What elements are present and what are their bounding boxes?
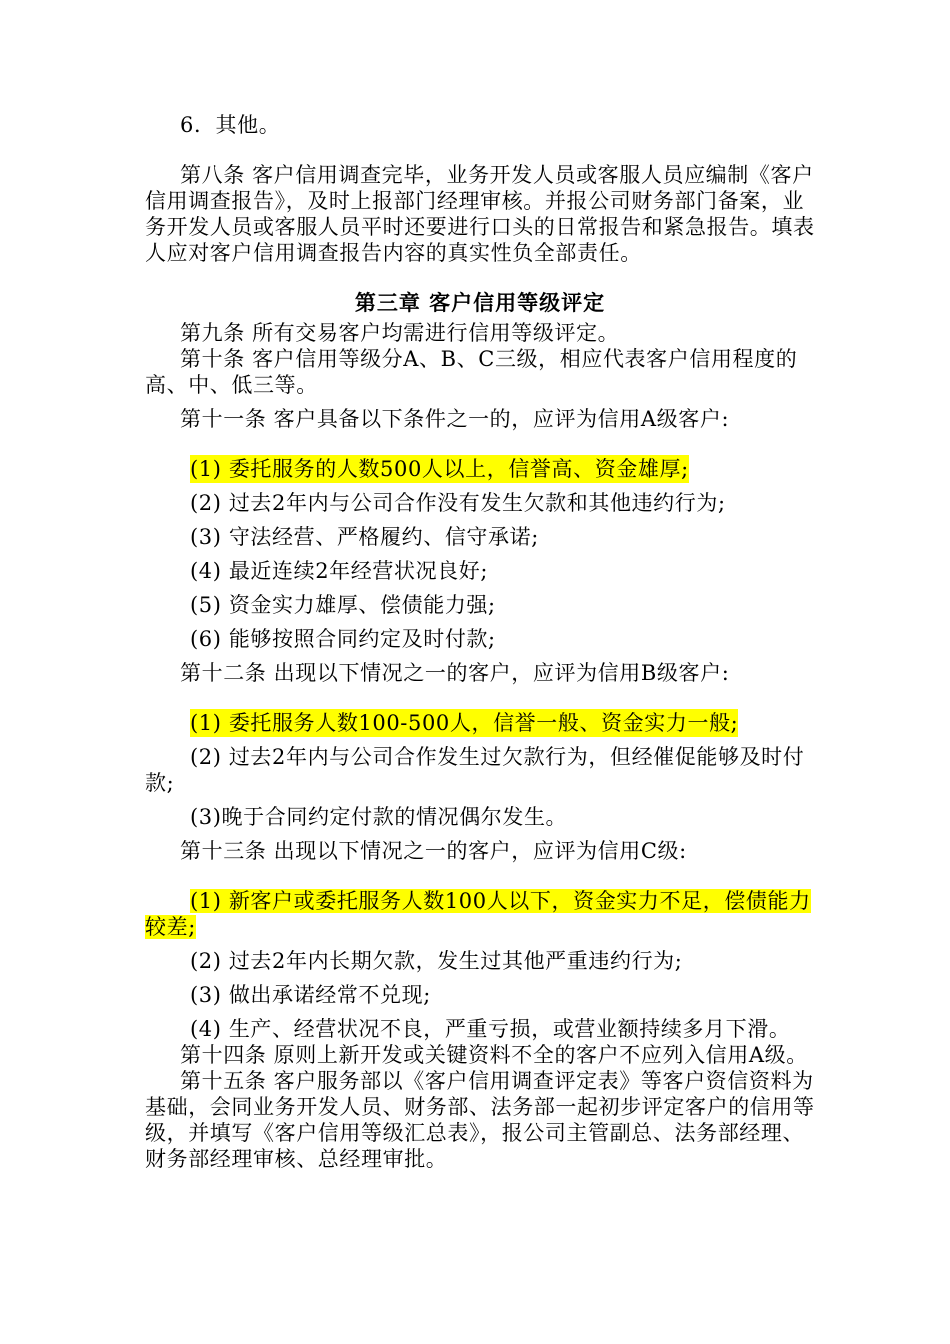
c-item-1 <box>145 888 815 940</box>
highlight-mark: (1) 委托服务人数100-500人，信誉一般、资金实力一般; <box>190 711 739 735</box>
c-item-4: (4) 生产、经营状况不良，严重亏损，或营业额持续多月下滑。 <box>190 1017 791 1041</box>
a-item-6: (6) 能够按照合同约定及时付款; <box>190 627 496 651</box>
article-13: 第十三条 出现以下情况之一的客户，应评为信用C级: <box>180 839 687 863</box>
article-8: 第八条 客户信用调查完毕，业务开发人员或客服人员应编制《客户信用调查报告》，及时上报部门经理审核。并报公司财务部门备案，业务开发人员或客服人员平时还要进行口头的日常报告和紧急报告。填表人应对客户信用调查报告内容的真实性负全部责任。 <box>145 163 815 265</box>
b-item-2: (2) 过去2年内与公司合作发生过欠款行为，但经催促能够及时付款; <box>145 745 805 795</box>
a-item-4: (4) 最近连续2年经营状况良好; <box>190 559 489 583</box>
document-page <box>145 112 815 1172</box>
article-14: 第十四条 原则上新开发或关键资料不全的客户不应列入信用A级。 <box>180 1043 808 1067</box>
a-item-1 <box>145 456 815 482</box>
highlight-mark: (1) 委托服务的人数500人以上，信誉高、资金雄厚; <box>190 457 689 481</box>
a-item-3: (3) 守法经营、严格履约、信守承诺; <box>190 525 539 549</box>
article-9: 第九条 所有交易客户均需进行信用等级评定。 <box>180 321 620 345</box>
a-item-5: (5) 资金实力雄厚、偿债能力强; <box>190 593 496 617</box>
a-item-2: (2) 过去2年内与公司合作没有发生欠款和其他违约行为; <box>190 491 726 515</box>
chapter-3-heading: 第三章 客户信用等级评定 <box>354 290 606 315</box>
article-10: 第十条 客户信用等级分A、B、C三级，相应代表客户信用程度的高、中、低三等。 <box>145 347 798 397</box>
article-12: 第十二条 出现以下情况之一的客户，应评为信用B级客户: <box>180 661 730 685</box>
c-item-2: (2) 过去2年内长期欠款，发生过其他严重违约行为; <box>190 949 683 973</box>
article-11: 第十一条 客户具备以下条件之一的，应评为信用A级客户: <box>180 407 730 431</box>
c-item-3: (3) 做出承诺经常不兑现; <box>190 983 431 1007</box>
article-15: 第十五条 客户服务部以《客户信用调查评定表》等客户资信资料为基础，会同业务开发人员、财务部、法务部一起初步评定客户的信用等级，并填写《客户信用等级汇总表》，报公司主管副总、法务部经理、财务部经理审核、总经理审批。 <box>145 1069 815 1171</box>
b-item-1 <box>145 710 815 736</box>
b-item-3: (3)晚于合同约定付款的情况偶尔发生。 <box>190 805 568 829</box>
line-other: 6．其他。 <box>180 113 281 137</box>
highlight-mark: (1) 新客户或委托服务人数100人以下，资金实力不足，偿债能力较差; <box>145 889 811 939</box>
